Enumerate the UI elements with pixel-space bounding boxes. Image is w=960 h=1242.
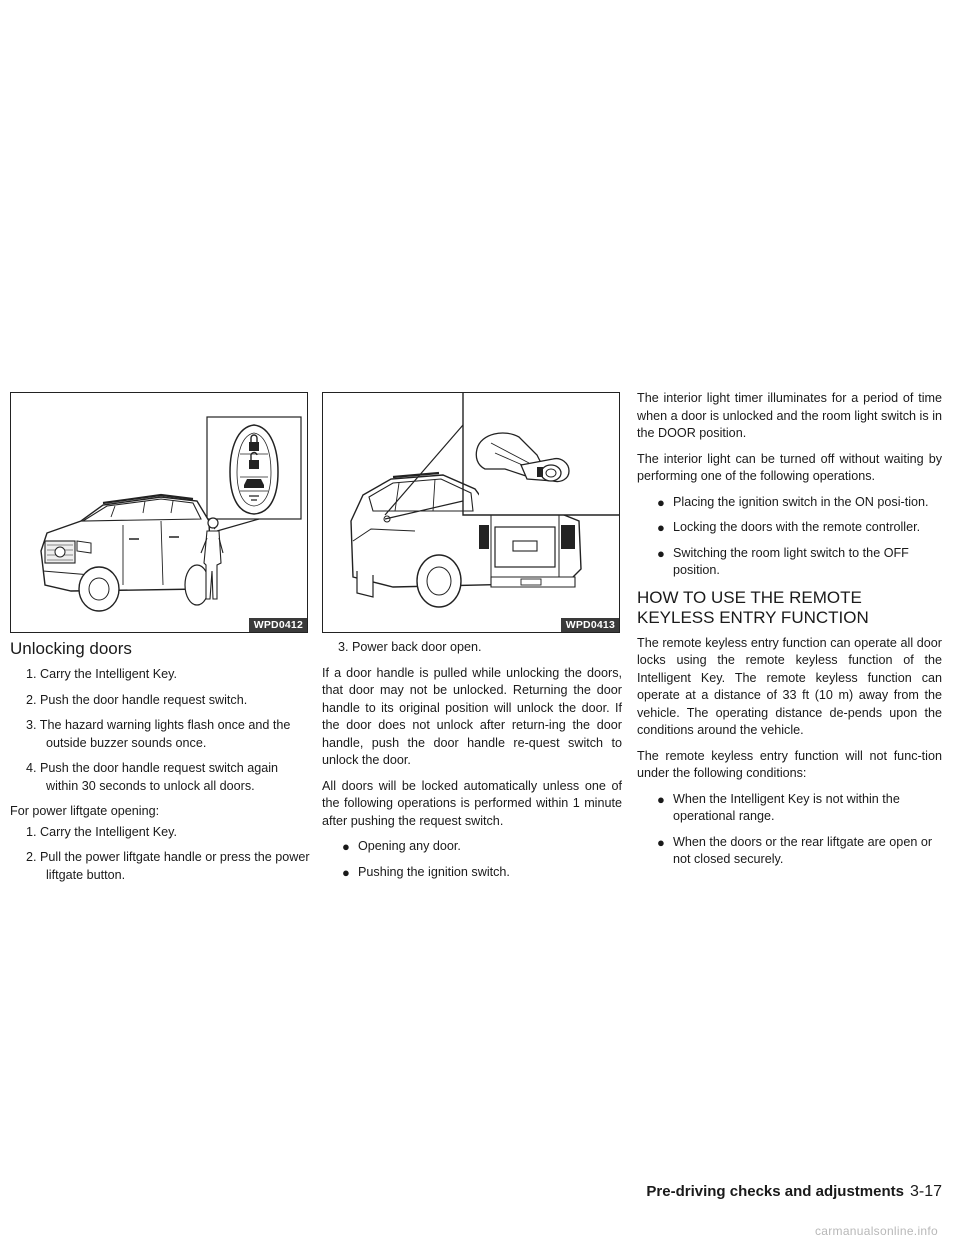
- unlock-steps-list: [10, 666, 310, 795]
- page-footer: [646, 1183, 942, 1201]
- auto-lock-conditions-list: [322, 838, 622, 881]
- list-item: 2. Pull the power liftgate handle or press the power liftgate button.: [26, 850, 310, 882]
- paragraph-remote-keyless: The remote keyless entry function can operate all door locks using the remote keyless function of the Intelligent Key. The remote keyless function can operate at a distance of 33 ft (10 m) away from the vehicle. The operating distance de-pends upon the conditions around the vehicle.: [637, 635, 942, 737]
- figure-label: WPD0413: [561, 618, 619, 632]
- column-2: [322, 392, 622, 889]
- list-item: 4. Push the door handle request switch again within 30 seconds to unlock all doors.: [26, 761, 279, 793]
- liftgate-steps-list: [10, 824, 310, 885]
- bullet-icon: ●: [657, 834, 665, 850]
- list-item: ● Switching the room light switch to the OFF position.: [657, 545, 909, 577]
- paragraph-interior-light-timer: The interior light timer illuminates for a period of time when a door is unlocked and the room light switch is in the DOOR position.: [637, 391, 942, 440]
- bullet-icon: ●: [657, 545, 665, 561]
- bullet-icon: ●: [657, 791, 665, 807]
- figure-liftgate-handle: [322, 392, 620, 633]
- figure-intelligent-key-suv: [10, 392, 308, 633]
- list-item: 3. Power back door open.: [338, 640, 482, 654]
- paragraph-auto-lock: All doors will be locked automatically unless one of the following operations is performed within 1 minute after pushing the request switch.: [322, 778, 622, 828]
- list-item: ● When the doors or the rear liftgate are open or not closed securely.: [657, 834, 933, 866]
- paragraph-door-handle: If a door handle is pulled while unlocking the doors, that door may not be unlocked. Returning the door handle to its original position will unlock the door. If the door does not unlock after return-ing the door handle, push the door handle re-quest switch to unlock the door.: [322, 665, 622, 767]
- bullet-icon: ●: [342, 839, 350, 854]
- column-3: [637, 390, 942, 877]
- not-function-conditions-list: [637, 791, 942, 869]
- section-heading-unlocking-doors: Unlocking doors: [10, 639, 132, 658]
- paragraph-not-function: The remote keyless entry function will not func-tion under the following conditions:: [637, 748, 942, 780]
- bullet-icon: ●: [657, 494, 665, 510]
- list-item: ● Opening any door.: [342, 839, 461, 854]
- column-1: [10, 392, 310, 892]
- list-item: ● Pushing the ignition switch.: [342, 864, 510, 880]
- list-item: 3. The hazard warning lights flash once and the outside buzzer sounds once.: [26, 718, 291, 750]
- footer-section-title: Pre-driving checks and adjustments: [646, 1183, 904, 1200]
- truck-liftgate-illustration: [323, 393, 620, 633]
- page-number: 3-17: [909, 1183, 942, 1200]
- list-item: ● When the Intelligent Key is not within the operational range.: [657, 791, 900, 823]
- suv-illustration: [11, 393, 308, 633]
- section-heading-remote-keyless: HOW TO USE THE REMOTE KEYLESS ENTRY FUNCTION: [637, 587, 869, 627]
- liftgate-steps-continued: [322, 639, 622, 657]
- list-item: ● Locking the doors with the remote controller.: [657, 520, 921, 535]
- interior-light-operations-list: [637, 494, 942, 580]
- bullet-icon: ●: [342, 864, 350, 880]
- bullet-icon: ●: [657, 520, 665, 535]
- liftgate-intro: For power liftgate opening:: [10, 804, 160, 818]
- figure-label: WPD0412: [249, 618, 307, 632]
- list-item: 2. Push the door handle request switch.: [26, 692, 248, 707]
- watermark: carmanualsonline.info: [814, 1224, 938, 1238]
- list-item: ● Placing the ignition switch in the ON posi-tion.: [657, 494, 929, 510]
- list-item: 1. Carry the Intelligent Key.: [26, 667, 177, 681]
- list-item: 1. Carry the Intelligent Key.: [26, 824, 177, 839]
- paragraph-interior-light-off: The interior light can be turned off without waiting by performing one of the following operations.: [637, 451, 942, 483]
